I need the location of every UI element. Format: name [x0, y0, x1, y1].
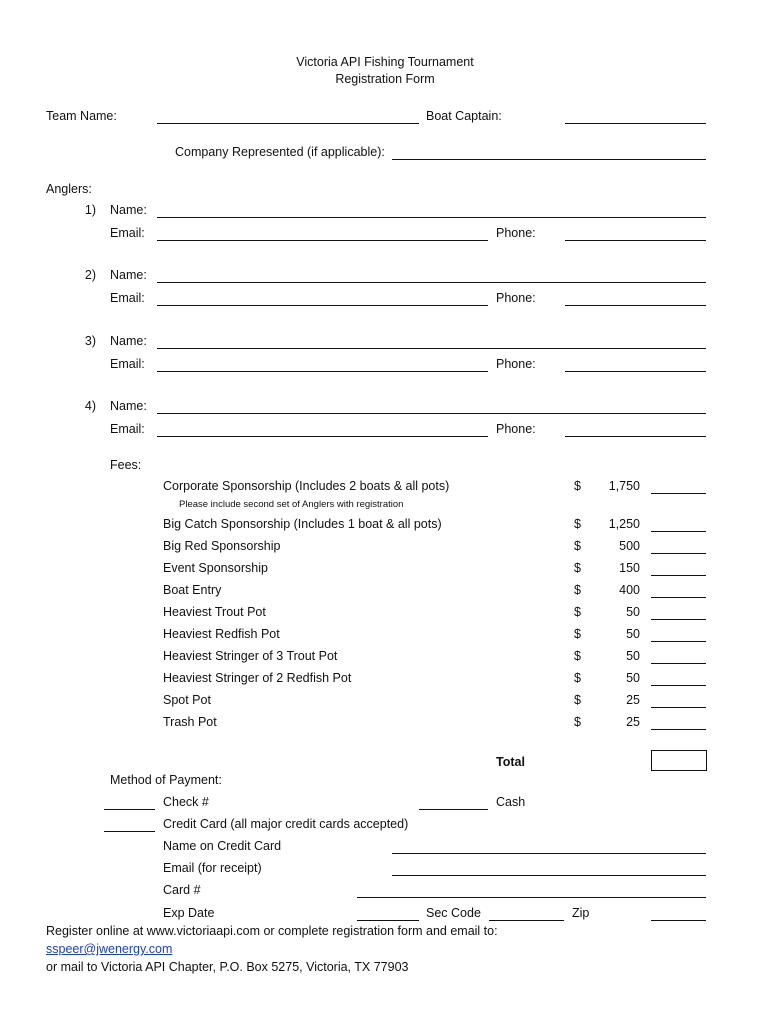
fee-item-label: Spot Pot [163, 693, 211, 707]
email-link[interactable]: sspeer@jwenergy.com [46, 942, 173, 956]
fee-quantity-field[interactable] [651, 493, 706, 494]
email-receipt-label: Email (for receipt) [163, 861, 262, 875]
fee-currency: $ [574, 715, 581, 729]
card-number-field[interactable] [357, 897, 706, 898]
angler-phone-field[interactable] [565, 371, 706, 372]
zip-field[interactable] [651, 920, 706, 921]
fee-currency: $ [574, 693, 581, 707]
angler-email-field[interactable] [157, 305, 488, 306]
mail-address-text: or mail to Victoria API Chapter, P.O. Box 5275, Victoria, TX 77903 [46, 960, 409, 974]
angler-name-label: Name: [110, 268, 147, 282]
fee-quantity-field[interactable] [651, 553, 706, 554]
fee-currency: $ [574, 561, 581, 575]
angler-phone-field[interactable] [565, 436, 706, 437]
fee-quantity-field[interactable] [651, 729, 706, 730]
fee-currency: $ [574, 517, 581, 531]
fee-currency: $ [574, 627, 581, 641]
fee-currency: $ [574, 649, 581, 663]
email-receipt-field[interactable] [392, 875, 706, 876]
company-field[interactable] [392, 159, 706, 160]
angler-phone-label: Phone: [496, 422, 536, 436]
fee-amount: 400 [619, 583, 640, 597]
fee-item-label: Trash Pot [163, 715, 217, 729]
fee-amount: 50 [626, 627, 640, 641]
fee-amount: 25 [626, 693, 640, 707]
angler-email-label: Email: [110, 422, 145, 436]
form-title: Victoria API Fishing Tournament [296, 55, 474, 69]
angler-phone-field[interactable] [565, 240, 706, 241]
angler-name-label: Name: [110, 203, 147, 217]
form-subtitle: Registration Form [335, 72, 435, 86]
boat-captain-label: Boat Captain: [426, 109, 502, 123]
fee-amount: 50 [626, 605, 640, 619]
register-online-text: Register online at www.victoriaapi.com or complete registration form and email to: [46, 924, 498, 938]
fee-quantity-field[interactable] [651, 663, 706, 664]
angler-email-field[interactable] [157, 371, 488, 372]
company-label: Company Represented (if applicable): [175, 145, 385, 159]
fee-amount: 500 [619, 539, 640, 553]
angler-name-field[interactable] [157, 282, 706, 283]
angler-phone-label: Phone: [496, 357, 536, 371]
angler-phone-label: Phone: [496, 291, 536, 305]
fee-item-label: Heaviest Redfish Pot [163, 627, 280, 641]
fee-amount: 150 [619, 561, 640, 575]
fee-item-label: Heaviest Stringer of 2 Redfish Pot [163, 671, 352, 685]
fee-item-label: Big Catch Sponsorship (Includes 1 boat & all pots) [163, 517, 442, 531]
fee-quantity-field[interactable] [651, 531, 706, 532]
check-label: Check # [163, 795, 209, 809]
fee-item-label: Corporate Sponsorship (Includes 2 boats & all pots) [163, 479, 450, 493]
credit-card-label: Credit Card (all major credit cards accepted) [163, 817, 409, 831]
credit-card-select-field[interactable] [104, 831, 155, 832]
fee-item-label: Heaviest Trout Pot [163, 605, 266, 619]
fee-quantity-field[interactable] [651, 619, 706, 620]
fee-currency: $ [574, 583, 581, 597]
total-label: Total [496, 755, 525, 769]
angler-email-field[interactable] [157, 436, 488, 437]
angler-name-field[interactable] [157, 413, 706, 414]
angler-email-label: Email: [110, 226, 145, 240]
fee-quantity-field[interactable] [651, 575, 706, 576]
angler-email-label: Email: [110, 291, 145, 305]
fee-amount: 50 [626, 671, 640, 685]
angler-number: 2) [84, 268, 96, 282]
sec-code-label: Sec Code [426, 906, 481, 920]
sec-code-field[interactable] [489, 920, 564, 921]
team-name-label: Team Name: [46, 109, 117, 123]
angler-email-field[interactable] [157, 240, 488, 241]
angler-phone-label: Phone: [496, 226, 536, 240]
fee-quantity-field[interactable] [651, 597, 706, 598]
corporate-note: Please include second set of Anglers with registration [179, 499, 404, 510]
fee-currency: $ [574, 539, 581, 553]
zip-label: Zip [572, 906, 590, 920]
anglers-label: Anglers: [46, 182, 92, 196]
angler-phone-field[interactable] [565, 305, 706, 306]
check-number-field[interactable] [419, 809, 488, 810]
fee-amount: 50 [626, 649, 640, 663]
boat-captain-field[interactable] [565, 123, 706, 124]
angler-name-field[interactable] [157, 217, 706, 218]
angler-name-field[interactable] [157, 348, 706, 349]
fees-label: Fees: [110, 458, 142, 472]
angler-number: 1) [84, 203, 96, 217]
fee-item-label: Heaviest Stringer of 3 Trout Pot [163, 649, 338, 663]
fee-currency: $ [574, 605, 581, 619]
fee-quantity-field[interactable] [651, 685, 706, 686]
fee-quantity-field[interactable] [651, 707, 706, 708]
angler-name-label: Name: [110, 399, 147, 413]
fee-item-label: Big Red Sponsorship [163, 539, 281, 553]
cash-label: Cash [496, 795, 526, 809]
card-number-label: Card # [163, 883, 201, 897]
name-on-card-label: Name on Credit Card [163, 839, 282, 853]
angler-number: 4) [84, 399, 96, 413]
angler-name-label: Name: [110, 334, 147, 348]
fee-amount: 1,750 [608, 479, 640, 493]
fee-item-label: Boat Entry [163, 583, 222, 597]
angler-email-label: Email: [110, 357, 145, 371]
fee-amount: 25 [626, 715, 640, 729]
fee-quantity-field[interactable] [651, 641, 706, 642]
fee-amount: 1,250 [608, 517, 640, 531]
exp-date-label: Exp Date [163, 906, 215, 920]
fee-currency: $ [574, 479, 581, 493]
team-name-field[interactable] [157, 123, 419, 124]
fee-currency: $ [574, 671, 581, 685]
angler-number: 3) [84, 334, 96, 348]
total-box[interactable] [651, 750, 707, 771]
fee-item-label: Event Sponsorship [163, 561, 268, 575]
check-select-field[interactable] [104, 809, 155, 810]
exp-date-field[interactable] [357, 920, 419, 921]
name-on-card-field[interactable] [392, 853, 706, 854]
payment-label: Method of Payment: [110, 773, 222, 787]
